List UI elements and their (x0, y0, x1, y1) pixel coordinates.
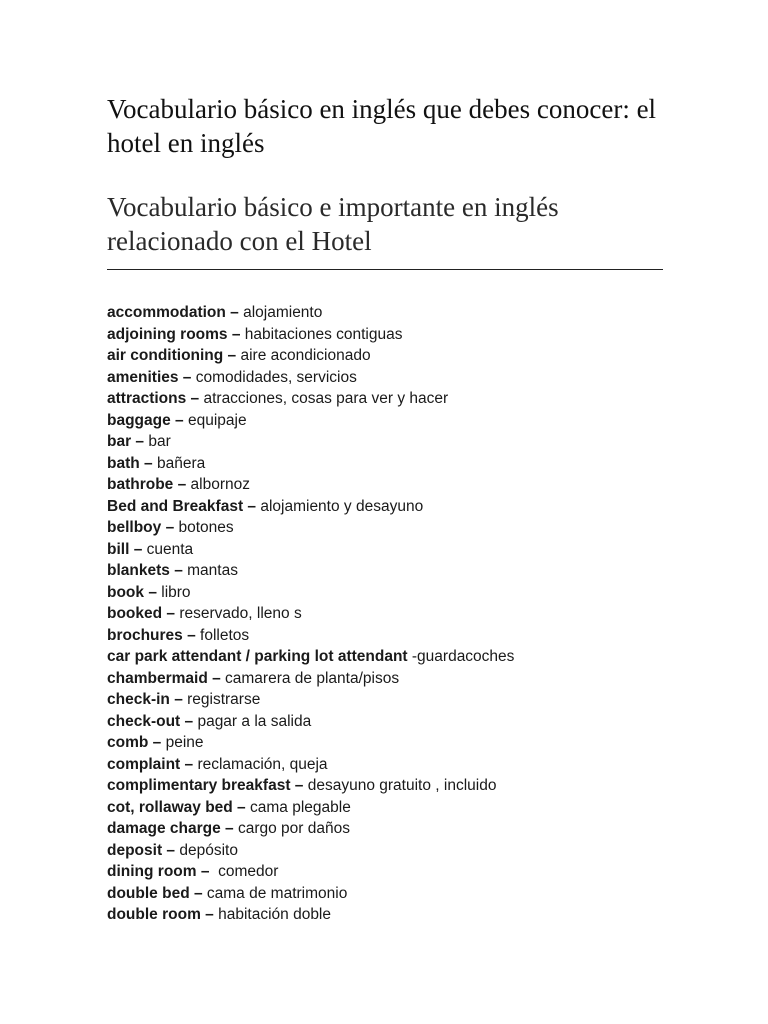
vocabulary-item (107, 689, 663, 711)
vocabulary-meaning: comedor (209, 863, 279, 880)
vocabulary-meaning: cama de matrimonio (202, 884, 348, 902)
vocabulary-item (107, 775, 663, 797)
vocabulary-meaning: camarera de planta/pisos (220, 669, 400, 687)
vocabulary-item (107, 732, 663, 754)
vocabulary-meaning: alojamiento (238, 304, 323, 321)
vocabulary-term: deposit – (107, 841, 176, 859)
vocabulary-term: complaint – (107, 755, 194, 773)
vocabulary-item (107, 560, 663, 582)
vocabulary-meaning: habitación doble (213, 906, 332, 923)
vocabulary-term: blankets – (107, 562, 183, 579)
vocabulary-item (107, 453, 663, 475)
vocabulary-item (107, 345, 663, 367)
vocabulary-item (107, 754, 663, 776)
heading-divider (107, 269, 663, 270)
vocabulary-term: check-out – (107, 712, 194, 730)
vocabulary-term: bar – (107, 433, 145, 450)
vocabulary-item (107, 474, 663, 496)
vocabulary-item (107, 582, 663, 604)
vocabulary-term: amenities – (107, 368, 192, 386)
vocabulary-item (107, 324, 663, 346)
vocabulary-meaning: cuenta (142, 540, 194, 558)
vocabulary-term: accommodation – (107, 304, 239, 321)
vocabulary-meaning: reclamación, queja (193, 755, 328, 773)
vocabulary-item (107, 625, 663, 647)
vocabulary-meaning: desayuno gratuito , incluido (303, 777, 497, 794)
vocabulary-meaning: registrarse (182, 691, 261, 708)
vocabulary-term: booked – (107, 605, 176, 622)
vocabulary-term: check-in – (107, 691, 183, 708)
vocabulary-term: cot, rollaway bed – (107, 798, 246, 816)
vocabulary-term: bellboy – (107, 519, 175, 536)
vocabulary-term: double bed – (107, 884, 203, 902)
vocabulary-item (107, 302, 663, 324)
vocabulary-term: book – (107, 583, 157, 601)
vocabulary-meaning: aire acondicionado (236, 347, 371, 364)
vocabulary-term: chambermaid – (107, 669, 221, 687)
vocabulary-term: Bed and Breakfast – (107, 497, 257, 515)
vocabulary-term: baggage – (107, 411, 184, 429)
document-page (107, 92, 663, 926)
vocabulary-meaning: cargo por daños (233, 820, 350, 837)
vocabulary-term: attractions – (107, 390, 200, 407)
vocabulary-term: double room – (107, 906, 214, 923)
vocabulary-term: dining room – (107, 863, 210, 880)
vocabulary-term: brochures – (107, 626, 196, 644)
vocabulary-item (107, 496, 663, 518)
vocabulary-item (107, 818, 663, 840)
vocabulary-item (107, 388, 663, 410)
vocabulary-list (107, 302, 663, 926)
vocabulary-meaning: depósito (175, 841, 238, 859)
vocabulary-item (107, 883, 663, 905)
vocabulary-meaning: pagar a la salida (193, 712, 312, 730)
vocabulary-term: complimentary breakfast – (107, 777, 304, 794)
vocabulary-meaning: habitaciones contiguas (240, 325, 403, 343)
vocabulary-meaning: alojamiento y desayuno (256, 497, 424, 515)
vocabulary-meaning: bar (144, 433, 171, 450)
vocabulary-meaning: peine (161, 734, 204, 751)
vocabulary-item (107, 431, 663, 453)
vocabulary-meaning: comodidades, servicios (191, 368, 357, 386)
document-title: Vocabulario básico en inglés que debes conocer: el hotel en inglés (107, 94, 657, 158)
vocabulary-term: damage charge – (107, 820, 234, 837)
vocabulary-meaning: bañera (152, 454, 206, 472)
vocabulary-meaning: equipaje (183, 411, 247, 429)
vocabulary-item (107, 861, 663, 883)
vocabulary-item (107, 517, 663, 539)
vocabulary-term: air conditioning – (107, 347, 237, 364)
vocabulary-item (107, 410, 663, 432)
vocabulary-item (107, 646, 663, 668)
vocabulary-term: comb – (107, 734, 162, 751)
vocabulary-meaning: mantas (182, 562, 238, 579)
vocabulary-item (107, 711, 663, 733)
vocabulary-term: car park attendant / parking lot attendant (107, 648, 408, 665)
vocabulary-term: adjoining rooms – (107, 325, 241, 343)
vocabulary-meaning: folletos (195, 626, 250, 644)
vocabulary-item (107, 603, 663, 625)
vocabulary-meaning: -guardacoches (407, 648, 515, 665)
vocabulary-meaning: cama plegable (245, 798, 351, 816)
vocabulary-meaning: albornoz (186, 476, 250, 493)
vocabulary-meaning: reservado, lleno s (175, 605, 302, 622)
vocabulary-item (107, 668, 663, 690)
vocabulary-item (107, 797, 663, 819)
vocabulary-item (107, 367, 663, 389)
vocabulary-term: bill – (107, 540, 143, 558)
vocabulary-term: bath – (107, 454, 153, 472)
vocabulary-item (107, 840, 663, 862)
vocabulary-meaning: atracciones, cosas para ver y hacer (199, 390, 449, 407)
vocabulary-term: bathrobe – (107, 476, 187, 493)
vocabulary-meaning: botones (174, 519, 234, 536)
section-heading: Vocabulario básico e importante en inglés relacionado con el Hotel (107, 192, 559, 256)
vocabulary-item (107, 904, 663, 926)
vocabulary-meaning: libro (156, 583, 191, 601)
vocabulary-item (107, 539, 663, 561)
